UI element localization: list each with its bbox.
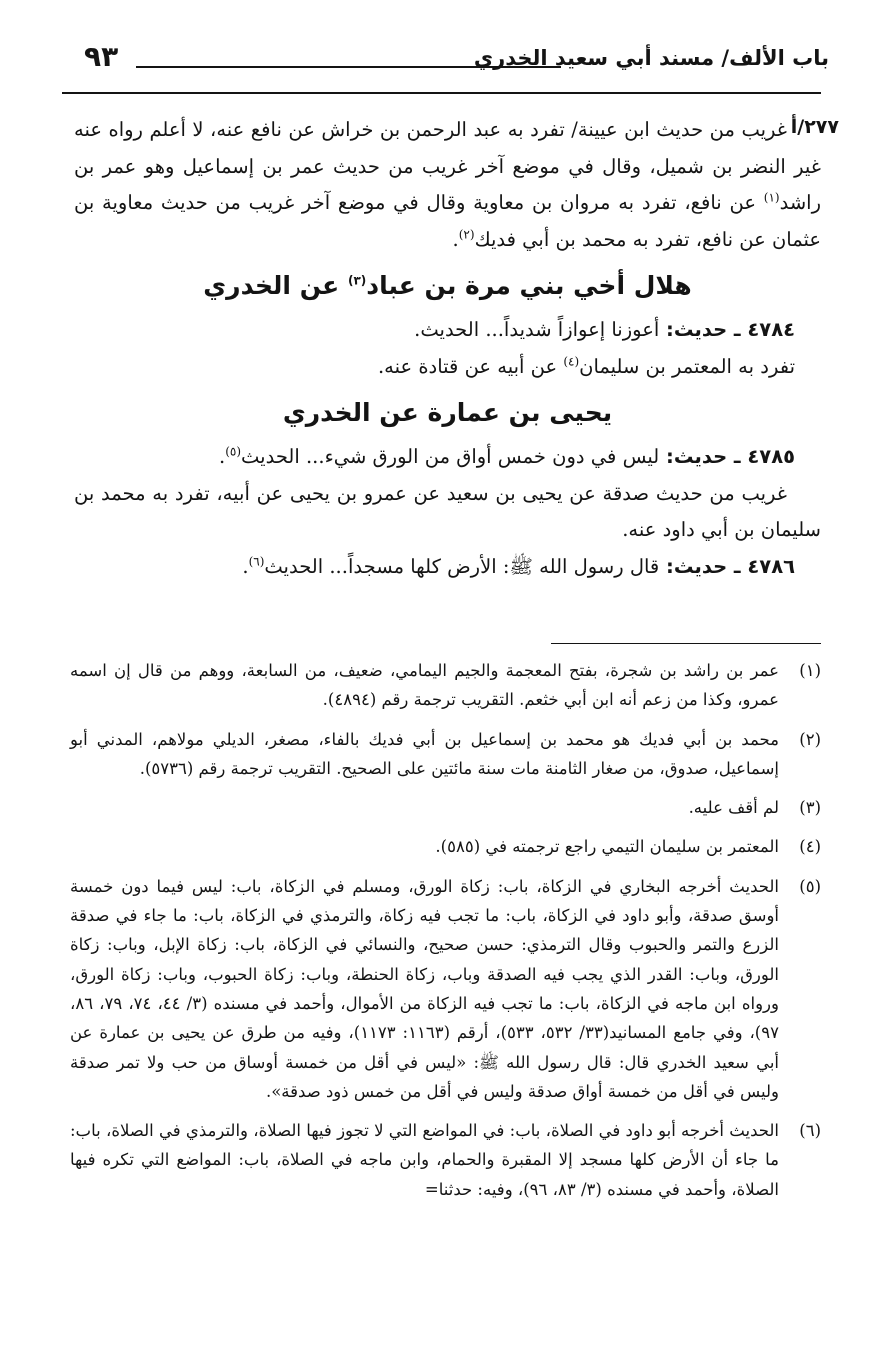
footnote-text: المعتمر بن سليمان التيمي راجع ترجمته في (٥٨٥).	[435, 837, 779, 857]
hadith-number: ٤٧٨٤	[747, 318, 795, 341]
page-number: ٩٣	[84, 40, 119, 73]
footnote-number: (٣)	[799, 798, 821, 818]
punctuation: .	[452, 227, 459, 251]
main-text	[74, 112, 821, 585]
footnote	[70, 793, 821, 822]
commentary-paragraph	[74, 349, 821, 386]
footnote-text: الحديث أخرجه البخاري في الزكاة، باب: زكاة الورق، ومسلم في الزكاة، باب: ليس فيما دون خمسة أوسق صدقة، وأبو داود في الزكاة، باب: ما تجب فيه زكاة، والترمذي في الزكاة، باب: ما جاء في صدقة الزرع والتمر والحبوب وقال الترمذي: حسن صحيح، والنسائي في الزكاة، باب: زكاة الإبل، وباب: زكاة الورق، وباب: القدر الذي يجب فيه الصدقة وباب، زكاة الحنطة، وباب: زكاة الحبوب، وباب: زكاة الورق، ورواه ابن ماجه في الزكاة، باب: ما تجب فيه الزكاة من الأموال، وأحمد في مسنده (٣/ ٤٤، ٧٤، ٧٩، ٨٦، ٩٧)، وفي جامع المسانيد(٣٣/ ٥٣٢، ٥٣٣)، أرقم (١١٦٣: ١١٧٣)، وفيه من طرق عن يحيى بن عمارة عن أبي سعيد الخدري قال: قال رسول الله ﷺ: «ليس في أقل من خمسة أوساق من حب ولا تمر صدقة وليس في أقل من خمسة أواق صدقة وليس في أقل من خمس ذود صدقة».	[70, 876, 779, 1101]
footnote	[70, 656, 821, 715]
footnote	[70, 725, 821, 784]
header-rule	[136, 66, 561, 68]
footnote-text: محمد بن أبي فديك هو محمد بن إسماعيل بن أبي فديك بالفاء، مصغر، الديلي مولاهم، المدني أبو إسماعيل، صدوق، من صغار الثامنة مات سنة مائتين على الصحيح. التقريب ترجمة رقم (٥٧٣٦).	[70, 729, 779, 778]
section-heading: يحيى بن عمارة عن الخدري	[282, 398, 613, 427]
footnote-ref: (١)	[763, 190, 780, 205]
intro-paragraph	[74, 112, 821, 258]
footnote-ref: (٦)	[248, 554, 265, 568]
footnote-number: (١)	[799, 661, 821, 680]
section-title-text: عن الخدري	[203, 271, 348, 300]
hadith-text: ليس في دون خمس أواق من الورق شيء... الحديث	[241, 445, 660, 468]
punctuation: .	[242, 554, 249, 578]
footnote-number: (٥)	[799, 876, 821, 896]
header-divider	[62, 92, 821, 94]
footnote-text: لم أقف عليه.	[688, 798, 779, 818]
footnote-ref: (٤)	[563, 354, 580, 368]
footnote-ref: (٥)	[225, 444, 242, 459]
footnote	[70, 832, 821, 861]
hadith-label: ـ حديث:	[659, 554, 748, 578]
margin-folio-note: ٢٧٧/أ	[790, 116, 839, 138]
commentary-paragraph: غريب من حديث صدقة عن يحيى بن سعيد عن عمرو بن يحيى عن أبيه، تفرد به محمد بن سليمان بن أبي داود عنه.	[74, 481, 821, 541]
section-heading	[74, 264, 821, 308]
footnote-text: عمر بن راشد بن شجرة، بفتح المعجمة والجيم اليمامي، ضعيف، من السابعة، ووهم من قال إن اسمه عمرو، وكذا من زعم أنه ابن أبي خثعم. التقريب ترجمة رقم (٤٨٩٤).	[70, 661, 779, 710]
hadith-label: ـ حديث:	[659, 445, 748, 468]
punctuation: .	[219, 445, 226, 468]
footnote-ref: (٢)	[458, 227, 475, 241]
section-title-text: هلال أخي بني مرة بن عباد	[366, 271, 692, 300]
commentary-text: تفرد به المعتمر بن سليمان	[579, 354, 795, 378]
hadith-number: ٤٧٨٦	[747, 554, 795, 578]
intro-text-continued: عن نافع، تفرد به مروان بن معاوية وقال في موضع آخر غريب من حديث معاوية بن عثمان عن نافع، تفرد به محمد بن أبي فديك	[74, 191, 821, 251]
commentary-text: عن أبيه عن قتادة عنه.	[377, 354, 564, 378]
page-header	[84, 40, 829, 82]
footnote-number: (٤)	[799, 837, 821, 857]
footnotes	[70, 656, 821, 1214]
intro-text: غريب من حديث ابن عيينة/ تفرد به عبد الرحمن بن خراش عن نافع عنه، لا أعلم رواه عنه غير النضر بن شميل، وقال في موضع آخر غريب من حديث عمر بن إسماعيل وهو عمر بن راشد	[74, 118, 821, 214]
hadith-text: قال رسول الله ﷺ: الأرض كلها مسجداً... الحديث	[264, 554, 660, 578]
hadith-text: أعوزنا إعوازاً شديداً... الحديث.	[414, 318, 660, 341]
running-title: باب الألف/ مسند أبي سعيد الخدري	[473, 46, 829, 70]
footnote-text: الحديث أخرجه أبو داود في الصلاة، باب: في المواضع التي لا تجوز فيها الصلاة، والترمذي في الصلاة، باب: ما جاء أن الأرض كلها مسجد إلا المقبرة والحمام، وابن ماجه في الصلاة، باب: المواضع التي تكره فيها الصلاة، وأحمد في مسنده (٣/ ٨٣، ٩٦)، وفيه: حدثنا=	[70, 1121, 779, 1199]
hadith-entry	[74, 439, 821, 476]
footnote	[70, 872, 821, 1106]
footnote-divider	[551, 643, 821, 644]
hadith-number: ٤٧٨٥	[747, 445, 795, 468]
hadith-entry	[74, 312, 821, 349]
footnote-number: (٦)	[799, 1121, 821, 1141]
footnote-number: (٢)	[799, 729, 821, 749]
footnote	[70, 1116, 821, 1204]
hadith-entry	[74, 549, 821, 586]
footnote-ref: (٣)	[347, 273, 367, 288]
hadith-label: ـ حديث:	[659, 318, 748, 341]
